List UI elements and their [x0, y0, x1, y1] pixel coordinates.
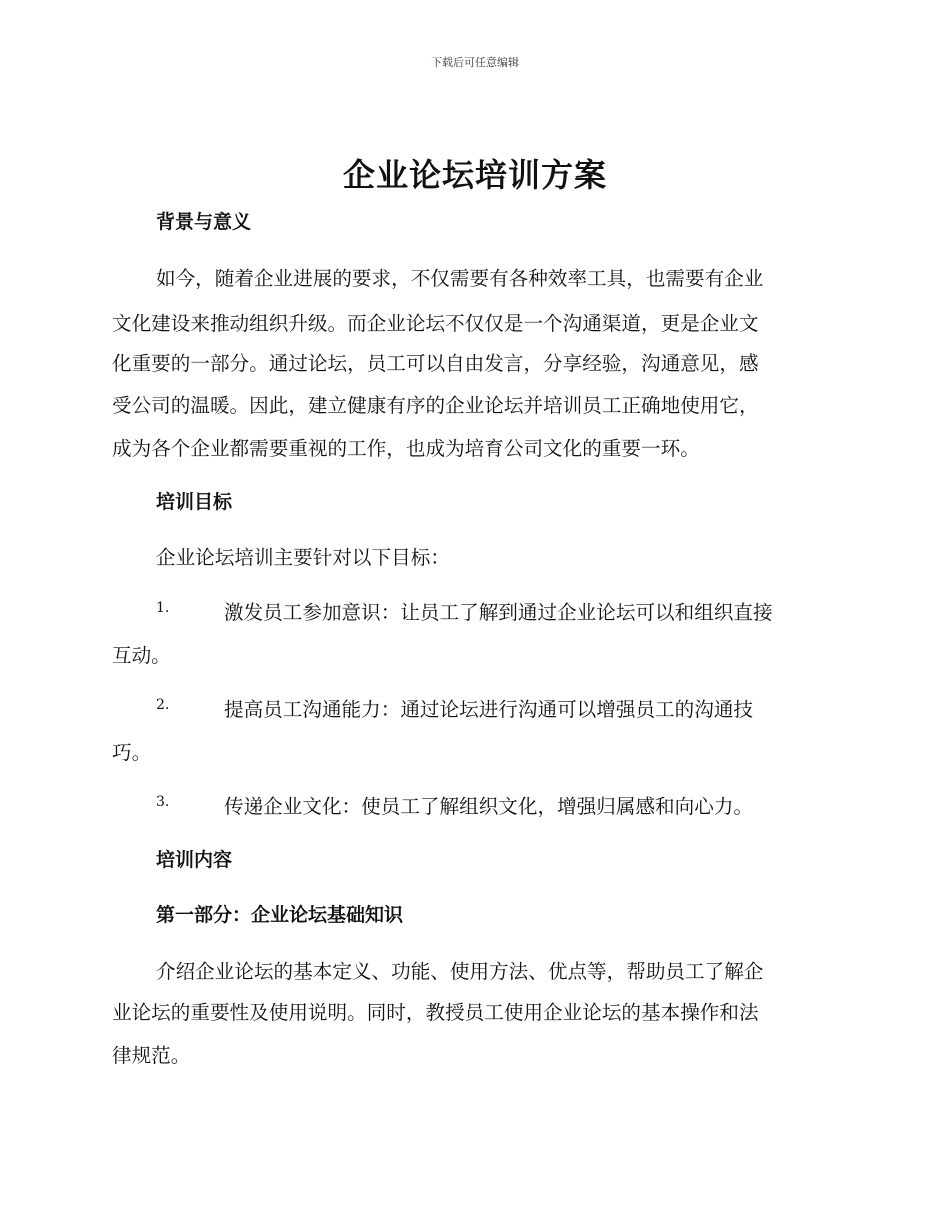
document-title: 企业论坛培训方案: [342, 156, 607, 194]
paragraph-line: 化重要的一部分。通过论坛，员工可以自由发言，分享经验，沟通意见，感: [112, 352, 759, 375]
paragraph-line: 律规范。: [112, 1044, 191, 1067]
paragraph-line: 文化建设来推动组织升级。而企业论坛不仅仅是一个沟通渠道，更是企业文: [112, 312, 759, 335]
section-heading-goals: 培训目标: [156, 491, 233, 513]
paragraph-line: 业论坛的重要性及使用说明。同时，教授员工使用企业论坛的基本操作和法: [112, 1001, 759, 1024]
list-item-number: 2.: [156, 697, 170, 713]
paragraph-line: 介绍企业论坛的基本定义、功能、使用方法、优点等，帮助员工了解企: [156, 960, 764, 983]
section-heading-background: 背景与意义: [156, 211, 252, 233]
list-item-continuation: 巧。: [112, 741, 152, 764]
paragraph-line: 受公司的温暖。因此，建立健康有序的企业论坛并培训员工正确地使用它，: [112, 394, 759, 417]
list-item-text: 传递企业文化：使员工了解组织文化，增强归属感和向心力。: [224, 795, 754, 818]
paragraph-line: 成为各个企业都需要重视的工作，也成为培育公司文化的重要一环。: [112, 437, 700, 460]
subsection-heading-part1: 第一部分：企业论坛基础知识: [156, 904, 404, 926]
page-header-note: 下载后可任意编辑: [431, 56, 519, 69]
list-item-continuation: 互动。: [112, 644, 171, 667]
goals-intro: 企业论坛培训主要针对以下目标：: [156, 546, 450, 569]
section-heading-content: 培训内容: [156, 849, 233, 871]
list-item-text: 激发员工参加意识：让员工了解到通过企业论坛可以和组织直接: [224, 601, 773, 624]
list-item-number: 1.: [156, 600, 170, 616]
paragraph-line: 如今，随着企业进展的要求，不仅需要有各种效率工具，也需要有企业: [156, 267, 764, 290]
list-item-text: 提高员工沟通能力：通过论坛进行沟通可以增强员工的沟通技: [224, 698, 754, 721]
list-item-number: 3.: [156, 794, 170, 810]
